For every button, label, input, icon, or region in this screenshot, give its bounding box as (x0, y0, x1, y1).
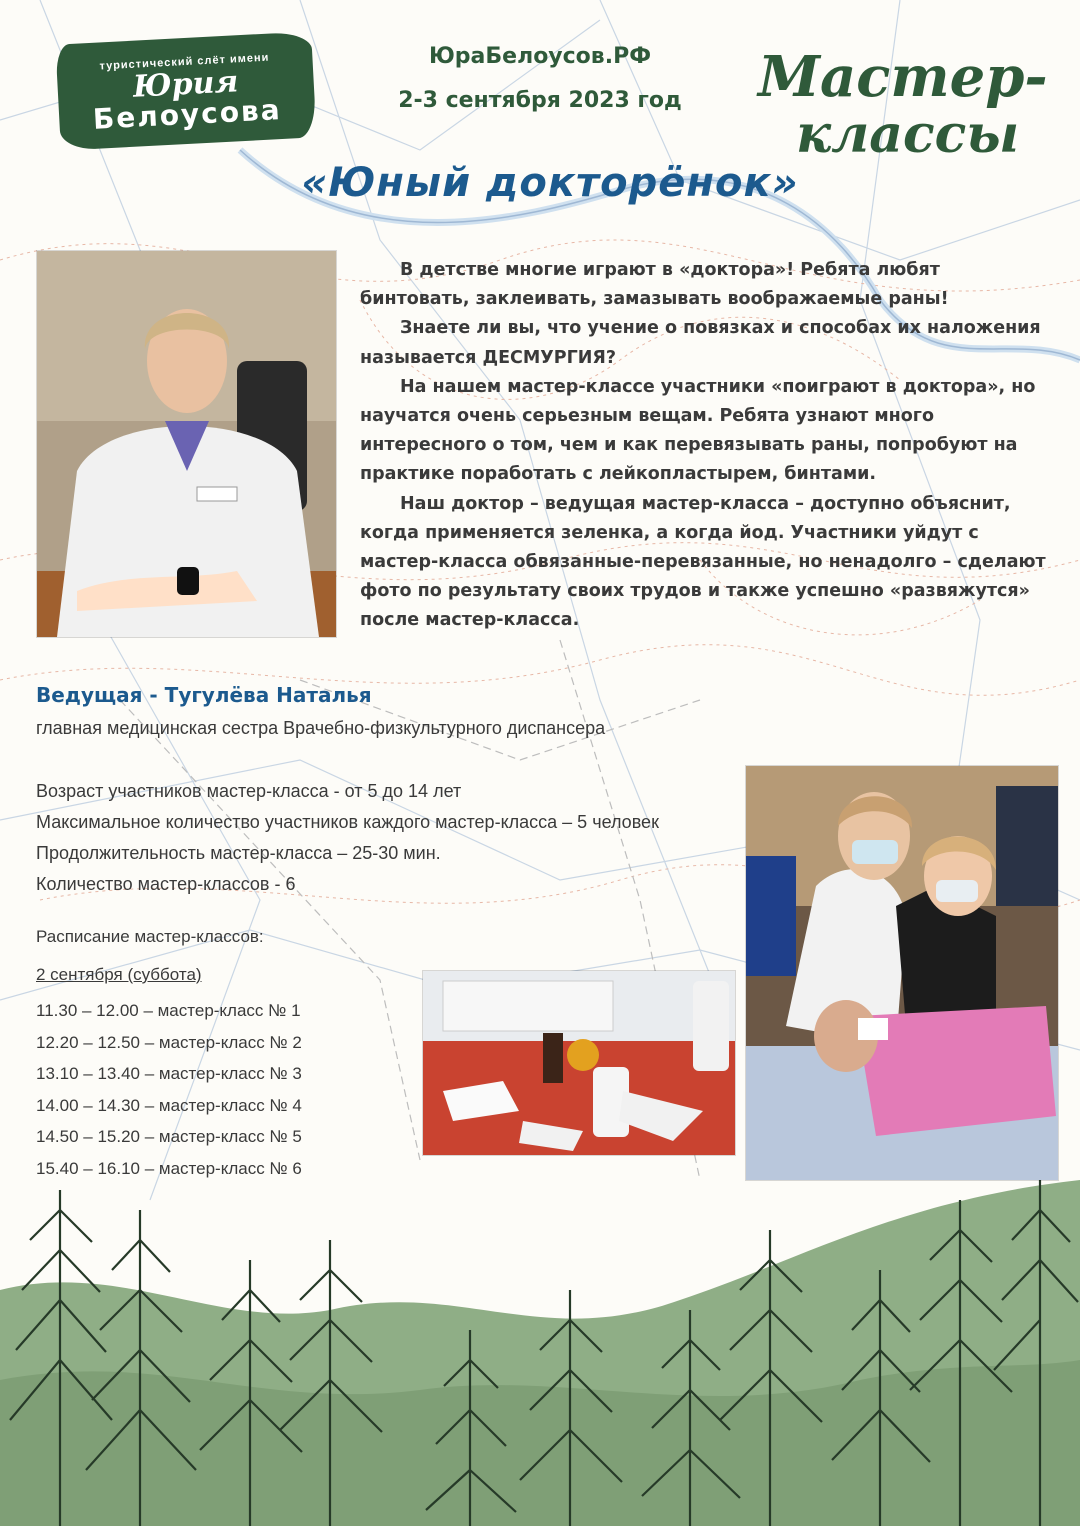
schedule-item: 14.00 – 14.30 – мастер-класс № 4 (36, 1095, 302, 1115)
schedule-item: 12.20 – 12.50 – мастер-класс № 2 (36, 1032, 302, 1052)
description-paragraph: В детстве многие играют в «доктора»! Ребята любят бинтовать, заклеивать, замазывать воображаемые раны! (360, 260, 949, 310)
info-max-participants: Максимальное количество участников каждого мастер-класса – 5 человек (36, 812, 659, 832)
description-paragraph: Знаете ли вы, что учение о повязках и способах их наложения называется ДЕСМУРГИЯ? (360, 318, 1041, 368)
schedule-item: 11.30 – 12.00 – мастер-класс № 1 (36, 1001, 301, 1020)
info-age: Возраст участников мастер-класса - от 5 до 14 лет (36, 781, 462, 801)
host-name: Ведущая - Тугулёва Наталья (36, 683, 372, 707)
host-photo (36, 250, 337, 638)
host-role: главная медицинская сестра Врачебно-физкультурного диспансера (36, 718, 606, 738)
schedule-day: 2 сентября (суббота) (36, 965, 202, 984)
info-duration: Продолжительность мастер-класса – 25-30 мин. (36, 843, 441, 863)
schedule-title: Расписание мастер-классов: (36, 927, 264, 946)
site-url: ЮраБелоусов.РФ (428, 44, 652, 69)
badge-line-2: классы (796, 104, 1020, 164)
schedule-item: 15.40 – 16.10 – мастер-класс № 6 (36, 1158, 302, 1178)
supplies-photo (422, 970, 736, 1156)
logo-last-name: Белоусова (92, 93, 283, 136)
description-paragraph: На нашем мастер-классе участники «поиграют в доктора», но научатся очень серьезным вещам. Ребята узнают много интересного о том, чем и как перевязывать раны, попробуют на практике поработать с лейкопластырем, бинтами. (360, 376, 1036, 485)
info-list (36, 776, 756, 900)
schedule-item: 13.10 – 13.40 – мастер-класс № 3 (36, 1064, 302, 1083)
description-paragraph: Наш доктор – ведущая мастер-класса – доступно объяснит, когда применяется зеленка, а когда йод. Участники уйдут с мастер-класса обвязанные-перевязанные, но ненадолго – сделают фото по результату своих трудов и также успешно «развяжутся» после мастер-класса. (360, 493, 1046, 631)
master-classes-badge (752, 34, 1052, 164)
forest-illustration (0, 1180, 1080, 1526)
schedule-list (36, 995, 302, 1184)
class-photo (745, 765, 1059, 1181)
page-title: «Юный докторёнок» (301, 160, 799, 206)
schedule-item: 14.50 – 15.20 – мастер-класс № 5 (36, 1127, 302, 1146)
badge-line-1: Мастер- (758, 44, 1048, 110)
event-logo (55, 31, 316, 150)
description (360, 256, 1050, 636)
logo-first-name: Юрия (132, 64, 240, 105)
logo-subtitle: туристический слёт имени (99, 51, 270, 73)
info-count: Количество мастер-классов - 6 (36, 874, 296, 894)
event-date: 2-3 сентября 2023 год (398, 88, 682, 113)
